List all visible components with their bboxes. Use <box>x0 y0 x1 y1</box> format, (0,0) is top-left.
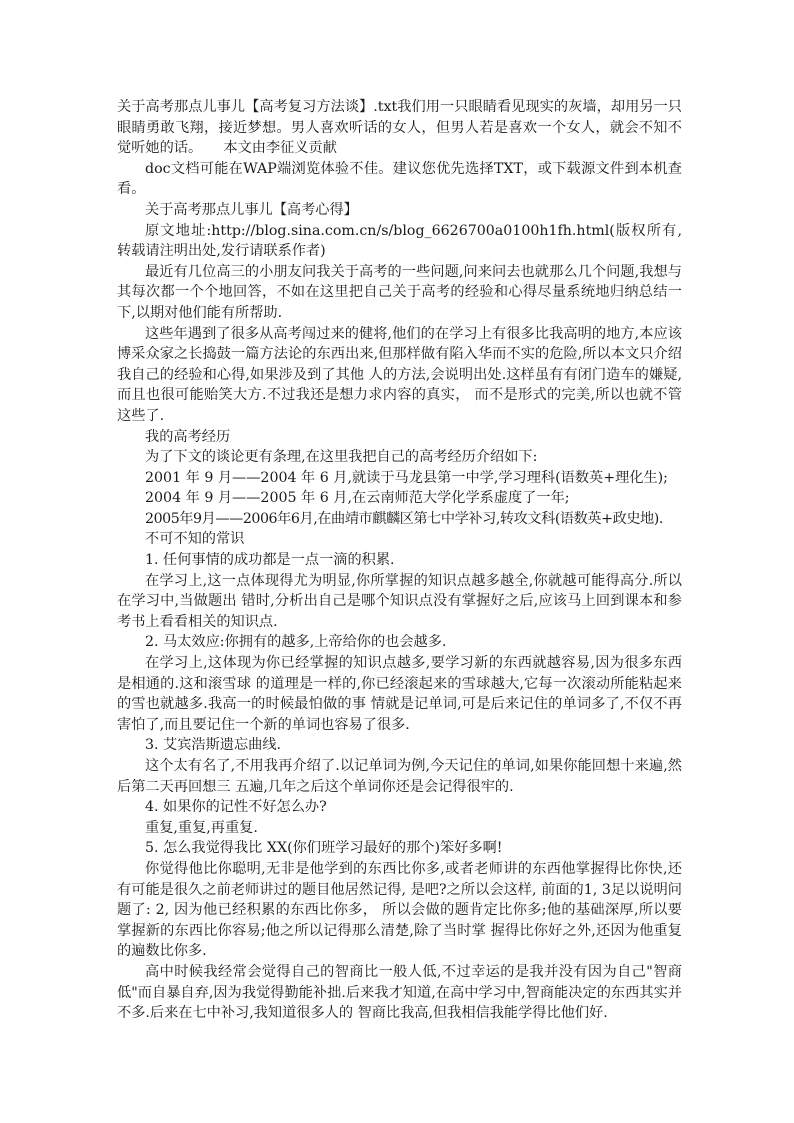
document-body <box>117 97 682 1024</box>
point-5-title: 5. 怎么我觉得我比 XX(你们班学习最好的那个)笨好多啊! <box>145 840 503 857</box>
point-3-title: 3. 艾宾浩斯遗忘曲线. <box>145 737 282 754</box>
intro-paragraph: 关于高考那点儿事儿【高考复习方法谈】.txt我们用一只眼睛看见现实的灰墙，却用另一只眼睛勇敢飞翔，接近梦想。男人喜欢听话的女人，但男人若是喜欢一个女人，就会不知不觉听她的话。 本文由李征义贡献 <box>117 99 682 157</box>
point-2-title: 2. 马太效应:你拥有的越多,上帝给你的也会越多. <box>145 634 447 651</box>
timeline-item-2: 2004 年 9 月——2005 年 6 月,在云南师范大学化学系虚度了一年; <box>145 490 570 507</box>
point-4-body: 重复,重复,再重复. <box>145 819 258 836</box>
point-1-title: 1. 任何事情的成功都是一点一滴的积累. <box>145 552 395 569</box>
section-heading-experience: 我的高考经历 <box>145 428 231 445</box>
paragraph-experience-intro: 为了下文的谈论更有条理,在这里我把自己的高考经历介绍如下: <box>145 449 538 466</box>
timeline-item-1: 2001 年 9 月——2004 年 6 月,就读于马龙县第一中学,学习理科(语数英+理化生); <box>145 469 668 486</box>
section-heading-common-sense: 不可不知的常识 <box>145 531 245 548</box>
paragraph-method: 这些年遇到了很多从高考闯过来的健将,他们的在学习上有很多比我高明的地方,本应该博采众家之长捣鼓一篇方法论的东西出来,但那样做有陷入华而不实的危险,所以本文只介绍我自己的经验和心得,如果涉及到了其他 人的方法,会说明出处.这样虽有有闭门造车的嫌疑,而且也很可能贻笑大方.不过我还是想力求内容的真实， 而不是形式的完美,所以也就不管这些了. <box>117 325 682 424</box>
timeline-item-3: 2005年9月——2006年6月,在曲靖市麒麟区第七中学补习,转攻文科(语数英+政史地). <box>145 510 663 527</box>
paragraph-intro: 最近有几位高三的小朋友问我关于高考的一些问题,问来问去也就那么几个问题,我想与其每次都一个个地回答，不如在这里把自己关于高考的经验和心得尽量系统地归纳总结一下,以期对他们能有所帮助. <box>117 263 682 321</box>
doc-notice: doc文档可能在WAP端浏览体验不佳。建议您优先选择TXT，或下载源文件到本机查看。 <box>117 160 682 198</box>
point-1-body: 在学习上,这一点体现得尤为明显,你所掌握的知识点越多越全,你就越可能得高分.所以在学习中,当做题出 错时,分析出自己是哪个知识点没有掌握好之后,应该马上回到课本和参考书上看看相关的知识点. <box>117 572 682 630</box>
source-url: 原文地址:http://blog.sina.com.cn/s/blog_6626700a0100h1fh.html(版权所有,转载请注明出处,发行请联系作者) <box>117 222 682 260</box>
paragraph-closing: 高中时候我经常会觉得自己的智商比一般人低,不过幸运的是我并没有因为自己"智商低"而自暴自弃,因为我觉得勤能补拙.后来我才知道,在高中学习中,智商能决定的东西其实并不多.后来在七中补习,我知道很多人的 智商比我高,但我相信我能学得比他们好. <box>117 963 682 1022</box>
point-4-title: 4. 如果你的记性不好怎么办? <box>145 799 327 816</box>
point-3-body: 这个太有名了,不用我再介绍了.以记单词为例,今天记住的单词,如果你能回想十来遍,然后第二天再回想三 五遍,几年之后这个单词你还是会记得很牢的. <box>117 758 682 795</box>
point-2-body: 在学习上,这体现为你已经掌握的知识点越多,要学习新的东西就越容易,因为很多东西是相通的.这和滚雪球 的道理是一样的,你已经滚起来的雪球越大,它每一次滚动所能粘起来的雪也就越多.我高一的时候最怕做的事 情就是记单词,可是后来记住的单词多了,不仅不再害怕了,而且要记住一个新的单词也容易了很多. <box>117 655 682 733</box>
point-5-body: 你觉得他比你聪明,无非是他学到的东西比你多,或者老师讲的东西他掌握得比你快,还有可能是很久之前老师讲过的题目他居然记得, 是吧?之所以会这样, 前面的1, 3足以说明问题了: 2, 因为他已经积累的东西比你多， 所以会做的题肯定比你多;他的基础深厚,所以要掌握新的东西比你容易;他之所以记得那么清楚,除了当时掌 握得比你好之外,还因为他重复的遍数比你多. <box>117 860 682 960</box>
article-title: 关于高考那点儿事儿【高考心得】 <box>145 201 358 218</box>
